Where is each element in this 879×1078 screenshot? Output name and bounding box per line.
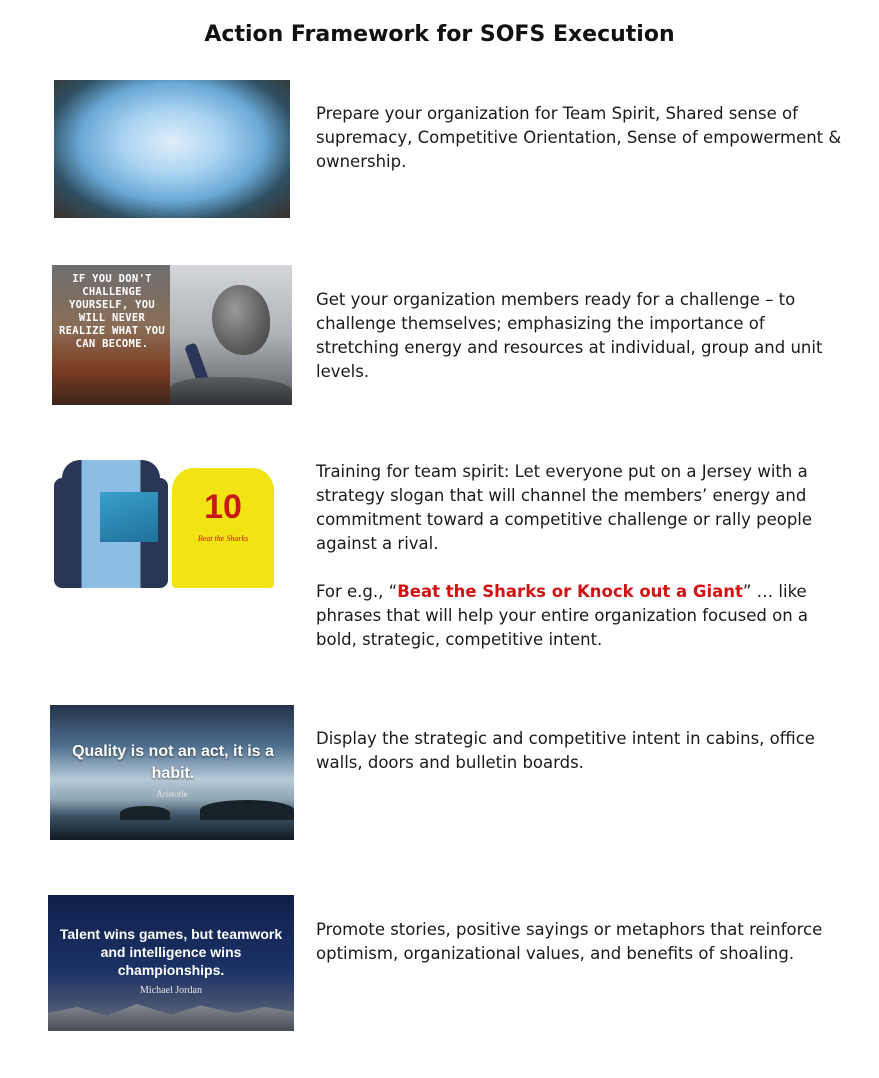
- rocky-ground-shape: [170, 377, 292, 405]
- example-suffix: ” … like phrases that will help your entire organization focused on a bold, strategic, competitive intent.: [316, 582, 809, 649]
- quality-quote-author: Aristotle: [156, 789, 188, 799]
- section-2-paragraph: Get your organization members ready for a challenge – to challenge themselves; emphasizing the importance of stretching energy and resources at individual, group and unit levels.: [316, 290, 823, 381]
- section-1-text: [316, 102, 851, 174]
- section-1-paragraph: Prepare your organization for Team Spirit, Shared sense of supremacy, Competitive Orientation, Sense of empowerment & ownership.: [316, 104, 842, 171]
- talent-quote-text: Talent wins games, but teamwork and intelligence wins championships.: [59, 926, 283, 978]
- section-2-text: [316, 288, 851, 384]
- jerseys-image: [54, 460, 284, 600]
- page-title: Action Framework for SOFS Execution: [204, 22, 675, 47]
- island-shape: [120, 806, 170, 820]
- boulder-panel: [170, 265, 292, 405]
- section-5-paragraph: Promote stories, positive sayings or metaphors that reinforce optimism, organizational values, and benefits of shoaling.: [316, 920, 823, 963]
- quality-quote-text: Quality is not an act, it is a habit.: [72, 743, 274, 782]
- shore-shape: [200, 800, 294, 820]
- section-3-example: [316, 580, 851, 652]
- example-highlight: Beat the Sharks or Knock out a Giant: [397, 582, 743, 601]
- challenge-quote-image: [52, 265, 292, 405]
- jersey-slogan: Beat the Sharks: [197, 534, 249, 543]
- example-prefix: For e.g., “: [316, 582, 398, 601]
- section-4-paragraph: Display the strategic and competitive intent in cabins, office walls, doors and bulletin boards.: [316, 729, 815, 772]
- boulder-shape: [212, 285, 270, 355]
- challenge-quote-text: IF YOU DON'T CHALLENGE YOURSELF, YOU WILL NEVER REALIZE WHAT YOU CAN BECOME.: [59, 273, 165, 350]
- quality-quote-image: [50, 705, 294, 840]
- yellow-shirt-shape: [172, 468, 274, 588]
- blue-jersey-shape: [62, 460, 160, 588]
- section-5-text: [316, 918, 851, 966]
- team-hands-circle-image: [54, 80, 290, 218]
- talent-quote-image: [48, 895, 294, 1031]
- section-3-paragraph: Training for team spirit: Let everyone put on a Jersey with a strategy slogan that will channel the members’ energy and commitment toward a competitive challenge or rally people against a rival.: [316, 462, 813, 553]
- section-4-text: [316, 727, 851, 775]
- section-3-text: [316, 460, 851, 652]
- jersey-number: 10: [204, 488, 242, 526]
- shark-print-panel: [100, 492, 158, 542]
- talent-quote-author: Michael Jordan: [140, 985, 202, 996]
- mountain-shape: [48, 1001, 294, 1031]
